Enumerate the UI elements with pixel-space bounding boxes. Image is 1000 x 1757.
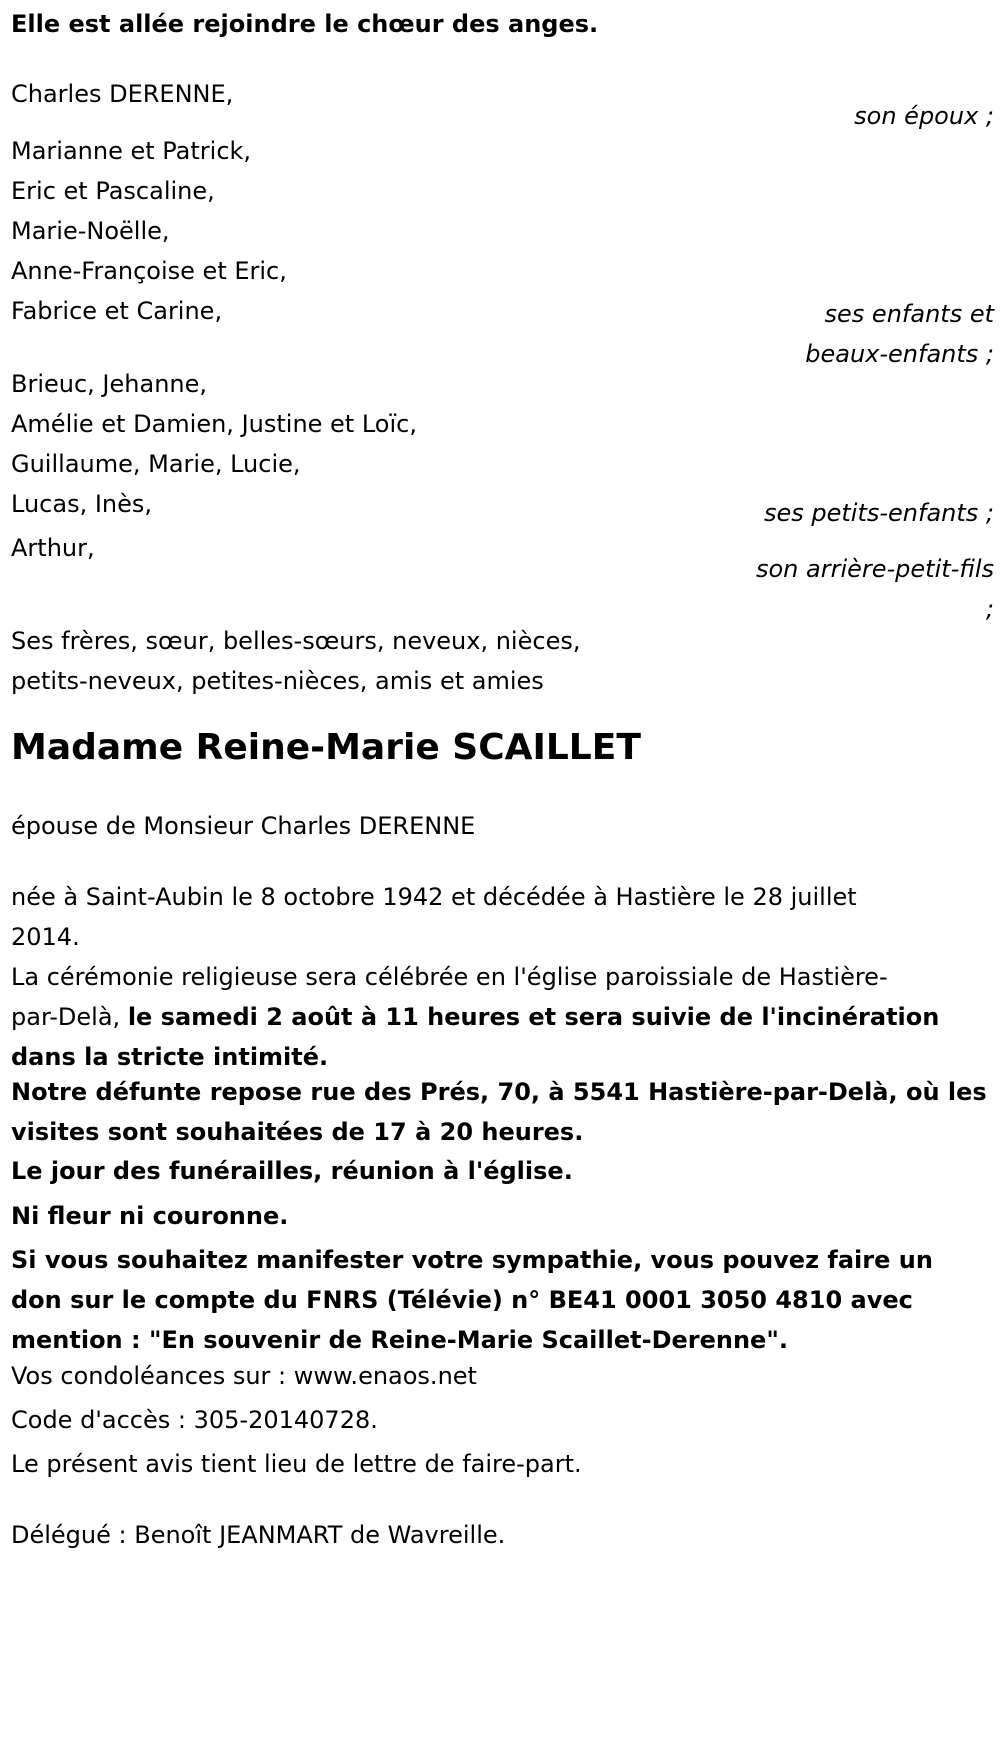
donation-line: don sur le compte du FNRS (Télévie) n° BE41 0001 3050 4810 avec <box>11 1286 913 1314</box>
funeral-day: Le jour des funérailles, réunion à l'église. <box>11 1157 573 1185</box>
grandchild-line: Guillaume, Marie, Lucie, <box>11 450 301 478</box>
relation-line: ; <box>985 595 994 623</box>
grandchild-line: Brieuc, Jehanne, <box>11 370 208 398</box>
ceremony <box>11 957 991 1077</box>
visits-line: visites sont souhaitées de 17 à 20 heures. <box>11 1118 584 1146</box>
notice: Le présent avis tient lieu de lettre de faire-part. <box>11 1450 582 1478</box>
birth-death <box>11 877 991 957</box>
condolences: Vos condoléances sur : www.enaos.net <box>11 1362 477 1390</box>
access-code: Code d'accès : 305-20140728. <box>11 1406 378 1434</box>
relation-line: son arrière-petit-fils <box>755 555 994 583</box>
visits-line: Notre défunte repose rue des Prés, 70, à 5541 Hastière-par-Delà, où les <box>11 1078 987 1106</box>
birth-death-line: née à Saint-Aubin le 8 octobre 1942 et décédée à Hastière le 28 juillet <box>11 883 857 911</box>
heading: Elle est allée rejoindre le chœur des anges. <box>11 10 599 38</box>
child-line: Marianne et Patrick, <box>11 137 252 165</box>
family-list <box>11 621 991 701</box>
spouse-relation: son époux ; <box>854 102 994 130</box>
ceremony-line <box>11 997 991 1037</box>
relation-line: beaux-enfants ; <box>805 340 994 368</box>
spouse-of: épouse de Monsieur Charles DERENNE <box>11 812 476 840</box>
child-line: Marie-Noëlle, <box>11 217 170 245</box>
deceased-name: Madame Reine-Marie SCAILLET <box>11 727 641 768</box>
great-grandchild-name: Arthur, <box>11 534 95 562</box>
grandchildren-relation: ses petits-enfants ; <box>763 499 994 527</box>
grandchild-line: Lucas, Inès, <box>11 490 153 518</box>
ceremony-line: dans la stricte intimité. <box>11 1043 329 1071</box>
spouse-name: Charles DERENNE, <box>11 80 234 108</box>
family-line: petits-neveux, petites-nièces, amis et amies <box>11 667 544 695</box>
child-line: Fabrice et Carine, <box>11 297 223 325</box>
donation <box>11 1240 991 1360</box>
family-line: Ses frères, sœur, belles-sœurs, neveux, nièces, <box>11 627 581 655</box>
child-line: Eric et Pascaline, <box>11 177 215 205</box>
no-flowers: Ni fleur ni couronne. <box>11 1202 289 1230</box>
donation-line: mention : "En souvenir de Reine-Marie Scaillet-Derenne". <box>11 1326 788 1354</box>
visits <box>11 1072 991 1152</box>
delegate: Délégué : Benoît JEANMART de Wavreille. <box>11 1521 506 1549</box>
great-grandchild-relation <box>756 549 994 629</box>
donation-line: Si vous souhaitez manifester votre sympathie, vous pouvez faire un <box>11 1246 933 1274</box>
child-line: Anne-Françoise et Eric, <box>11 257 287 285</box>
ceremony-time: le samedi 2 août à 11 heures et sera suivie de l'incinération <box>127 1003 940 1031</box>
children-relation <box>805 294 994 374</box>
relation-line: ses enfants et <box>824 300 994 328</box>
ceremony-place: par-Delà, <box>11 1003 128 1031</box>
birth-death-line: 2014. <box>11 923 80 951</box>
grandchild-line: Amélie et Damien, Justine et Loïc, <box>11 410 417 438</box>
ceremony-line: La cérémonie religieuse sera célébrée en l'église paroissiale de Hastière- <box>11 963 888 991</box>
